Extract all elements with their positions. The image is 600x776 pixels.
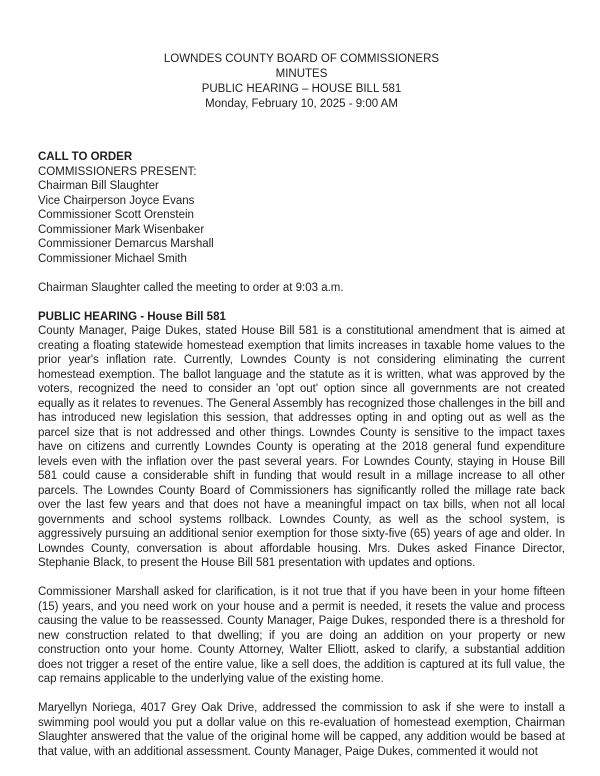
commissioner-name: Chairman Bill Slaughter bbox=[38, 180, 159, 192]
public-hearing-paragraph: Maryellyn Noriega, 4017 Grey Oak Drive, addressed the commission to ask if she were to install a swimming pool would you put a dollar value on this re-evaluation of homestead exemption, Chairman Slaughter answered that the value of the original home will be capped, any addition would be based at that value, with an additional assessment. County Manager, Paige Dukes, commented it would not bbox=[38, 702, 565, 758]
public-hearing-section bbox=[38, 310, 565, 760]
commissioner-name: Commissioner Mark Wisenbaker bbox=[38, 223, 205, 236]
call-to-order-section bbox=[38, 150, 565, 295]
doc-title-subject: PUBLIC HEARING – HOUSE BILL 581 bbox=[201, 83, 402, 95]
doc-title-org: LOWNDES COUNTY BOARD OF COMMISSIONERS bbox=[163, 53, 440, 65]
doc-title-datetime: Monday, February 10, 2025 - 9:00 AM bbox=[205, 98, 398, 110]
public-hearing-paragraph: Commissioner Marshall asked for clarification, is it not true that if you have been in your home fifteen (15) years, and you need work on your house and a permit is needed, it resets the value and process causing the value to be reassessed. County Manager, Paige Dukes, responded there is a threshold for new construction related to that dwelling; if you are doing an addition on your property or new construction onto your home. County Attorney, Walter Elliott, asked to clarify, a substantial addition does not trigger a reset of the entire value, like a sell does, the addition is captured at its full value, the cap remains applicable to the underlying value of the existing home. bbox=[38, 586, 565, 685]
commissioner-name: Commissioner Demarcus Marshall bbox=[38, 238, 214, 250]
public-hearing-heading: PUBLIC HEARING - House Bill 581 bbox=[38, 310, 226, 323]
commissioner-name: Commissioner Scott Orenstein bbox=[38, 209, 194, 221]
commissioner-name: Vice Chairperson Joyce Evans bbox=[38, 194, 195, 207]
commissioner-name: Commissioner Michael Smith bbox=[38, 252, 187, 265]
call-to-order-heading: CALL TO ORDER bbox=[38, 151, 133, 163]
doc-title-minutes: MINUTES bbox=[275, 68, 328, 80]
order-called-note: Chairman Slaughter called the meeting to order at 9:03 a.m. bbox=[38, 281, 344, 294]
commissioners-present-label: COMMISSIONERS PRESENT: bbox=[38, 165, 197, 178]
public-hearing-paragraph: County Manager, Paige Dukes, stated House Bill 581 is a constitutional amendment that is aimed at creating a floating statewide homestead exemption that limits increases in taxable home values to the prior year's inflation rate. Currently, Lowndes County is not considering eliminating the current homestead exemption. The ballot language and the statute as it is written, what was approved by the voters, recognized the need to consider an 'opt out' option since all governments are not created equally as it relates to revenues. The General Assembly has recognized those challenges in the bill and has introduced new legislation this session, that addresses opting in and opting out as well as the parcel size that is not addressed and other things. Lowndes County is sensitive to the impact taxes have on citizens and currently Lowndes County is operating at the 2018 general fund expenditure levels even with the inflation over the past several years. For Lowndes County, staying in House Bill 581 could cause a considerable shift in funding that would result in a millage increase to all other parcels. The Lowndes County Board of Commissioners has significantly rolled the millage rate back over the last few years and that does not have a meaningful impact on tax bills, when not all local governments and school systems rollback. Lowndes County, as well as the school system, is aggressively pursuing an additional senior exemption for those sixty-five (65) years of age and older. In Lowndes County, conversation is about affordable housing. Mrs. Dukes asked Finance Director, Stephanie Black, to present the House Bill 581 presentation with updates and options. bbox=[38, 325, 565, 569]
document-header bbox=[38, 52, 565, 112]
